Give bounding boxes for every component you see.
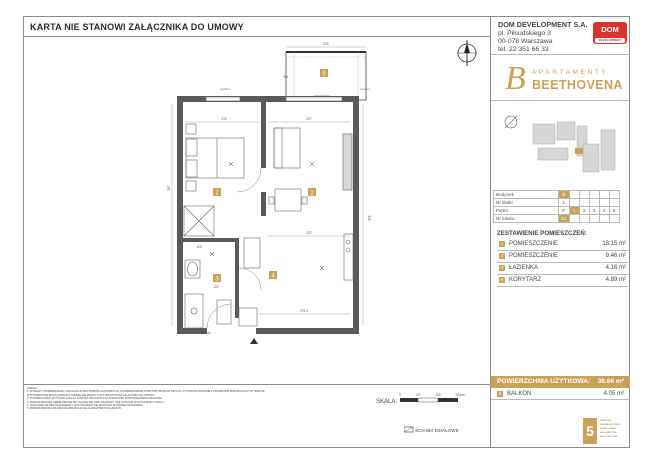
award-badge: 5 NAGRODA DLA NAJLEPSZEGO DEWELOPERA BUDOWNICTWO ARCHITEKTURA <box>582 418 626 444</box>
notes-block: UWAGA: 1. WYMIARY, POWIERZCHNIE, LOKALIZACJA PRZYBORÓW SANITARNYCH, ROZMIESZCZENIE PUNKTÓW INSTALACYJNYCH I IT, PODANO ZGODNIE Z PROJEKTEM BUDOWLANYM. W TRAKCIE WYKONAWSTWA MOGĄ NASTĄPIĆ NIEWIELKIE ZMIANY. RZUT NIE STANOWI ZAŁĄCZNIKA DO UMOWY. 2. POWIERZCHNIA UŻYTKOWA LOKALU ZOSTAŁA OBLICZONA NA PODSTAWIE ROZPORZĄDZENIA MINISTRA. 3. PRZEDSTAWIONE UMEBLOWANIE MA CHARAKTER PRZYKŁADOWY I NIE STANOWI WYPOSAŻENIA LOKALU. 4. POKAZANE NA RZUCIE ELEMENTY WYKOŃCZENIA NIE WCHODZĄ W ZAKRES STANDARDU. 5. PRZEDSTAWIONA NA RZUCIE ARANŻACJA MA CHARAKTER POGLĄDOWY. <box>27 387 265 411</box>
entrance-arrow-icon <box>250 338 258 344</box>
room-row: 4 KORYTARZ 4.89 m² <box>497 275 628 287</box>
window-label-right: symbol <box>360 87 370 91</box>
room-badge-3: 3 <box>215 276 219 283</box>
svg-text:100: 100 <box>415 393 421 397</box>
legend-label: ŚCIANKI DZIAŁOWE <box>415 428 459 433</box>
location-row-staircase: Nr klatki 1 <box>494 199 620 207</box>
usable-area-value: 36.66 m² <box>597 378 624 385</box>
partition-wall-legend-icon <box>404 426 414 434</box>
location-table <box>493 190 620 223</box>
dim-right-height: 316 <box>367 215 371 221</box>
svg-text:200: 200 <box>435 393 441 397</box>
brand-divider-bottom <box>491 100 630 101</box>
room-badge-2: 2 <box>215 190 219 197</box>
apartment-location-marker <box>575 148 583 154</box>
room-row: 2 POMIESZCZENIE 9.46 m² <box>497 251 628 263</box>
notes-divider <box>24 384 490 385</box>
dim-door: 130 <box>205 331 211 335</box>
dim-balcony-width: 240 <box>323 42 329 46</box>
living-furniture <box>244 128 353 280</box>
location-row-unit: Nr lokalu B1 <box>494 215 620 223</box>
rooms-summary-title: ZESTAWIENIE POMIESZCZEŃ: <box>497 230 587 237</box>
logo-text: DOM <box>601 25 619 34</box>
svg-text:300cm: 300cm <box>455 393 465 397</box>
dim-bath-depth: 102 <box>213 285 219 289</box>
building-location-map <box>493 104 630 184</box>
room-badge-5-label: 5 <box>322 71 326 78</box>
brand-subtitle: APARTAMENTY <box>532 69 609 76</box>
location-row-building: Budynek B <box>494 191 620 199</box>
brand-name: BEETHOVENA <box>532 78 623 92</box>
dim-left-height: 267 <box>167 185 171 191</box>
developer-city: 00-078 Warszawa <box>498 38 553 45</box>
logo-subtext: DEVELOPMENT <box>595 38 625 43</box>
bathroom-fixtures <box>185 260 257 328</box>
dim-bath-width: 125 <box>196 245 202 249</box>
developer-street: pl. Piłsudskiego 3 <box>498 30 551 37</box>
dim-kitchen-width: 422 <box>306 231 312 235</box>
room-row: 1 POMIESZCZENIE 18.15 m² <box>497 239 628 251</box>
award-ribbon-icon <box>582 418 598 444</box>
dom-development-logo <box>593 22 627 44</box>
dim-bedroom-width: 219 <box>221 117 227 121</box>
dim-living-width: 297 <box>306 117 312 121</box>
scale-label: SKALA: <box>376 399 398 405</box>
svg-text:0: 0 <box>399 393 401 397</box>
north-arrow-icon <box>457 40 477 66</box>
developer-phone: tel. 22 351 66 33 <box>498 46 549 53</box>
brand-monogram: B <box>505 60 526 97</box>
dim-balcony-depth: 301 <box>283 75 289 79</box>
location-row-floor: Piętro P 1 2 3 4 5 <box>494 207 620 215</box>
floor-plan <box>24 38 490 384</box>
usable-area-bar <box>491 376 630 388</box>
page-title: KARTA NIE STANOWI ZAŁĄCZNIKA DO UMOWY <box>24 17 490 37</box>
room-badge-4: 4 <box>271 273 275 280</box>
room-badge-1: 1 <box>310 190 314 197</box>
dim-hall-width: 275.3 <box>300 309 308 313</box>
usable-area-label: POWIERZCHNIA UŻYTKOWA: <box>497 378 591 385</box>
window-label-left: symbol <box>220 87 230 91</box>
brand-divider <box>491 54 630 55</box>
balcony <box>286 52 366 100</box>
developer-name: DOM DEVELOPMENT S.A. <box>498 20 588 29</box>
room-row: 3 ŁAZIENKA 4.16 m² <box>497 263 628 275</box>
balcony-row: 5 BALKON 4.05 m² <box>491 389 630 400</box>
rooms-summary-list <box>497 239 628 287</box>
svg-text:5: 5 <box>586 423 594 439</box>
scale-bar <box>398 392 478 406</box>
apartment-walls <box>177 96 359 334</box>
bed <box>184 124 244 236</box>
